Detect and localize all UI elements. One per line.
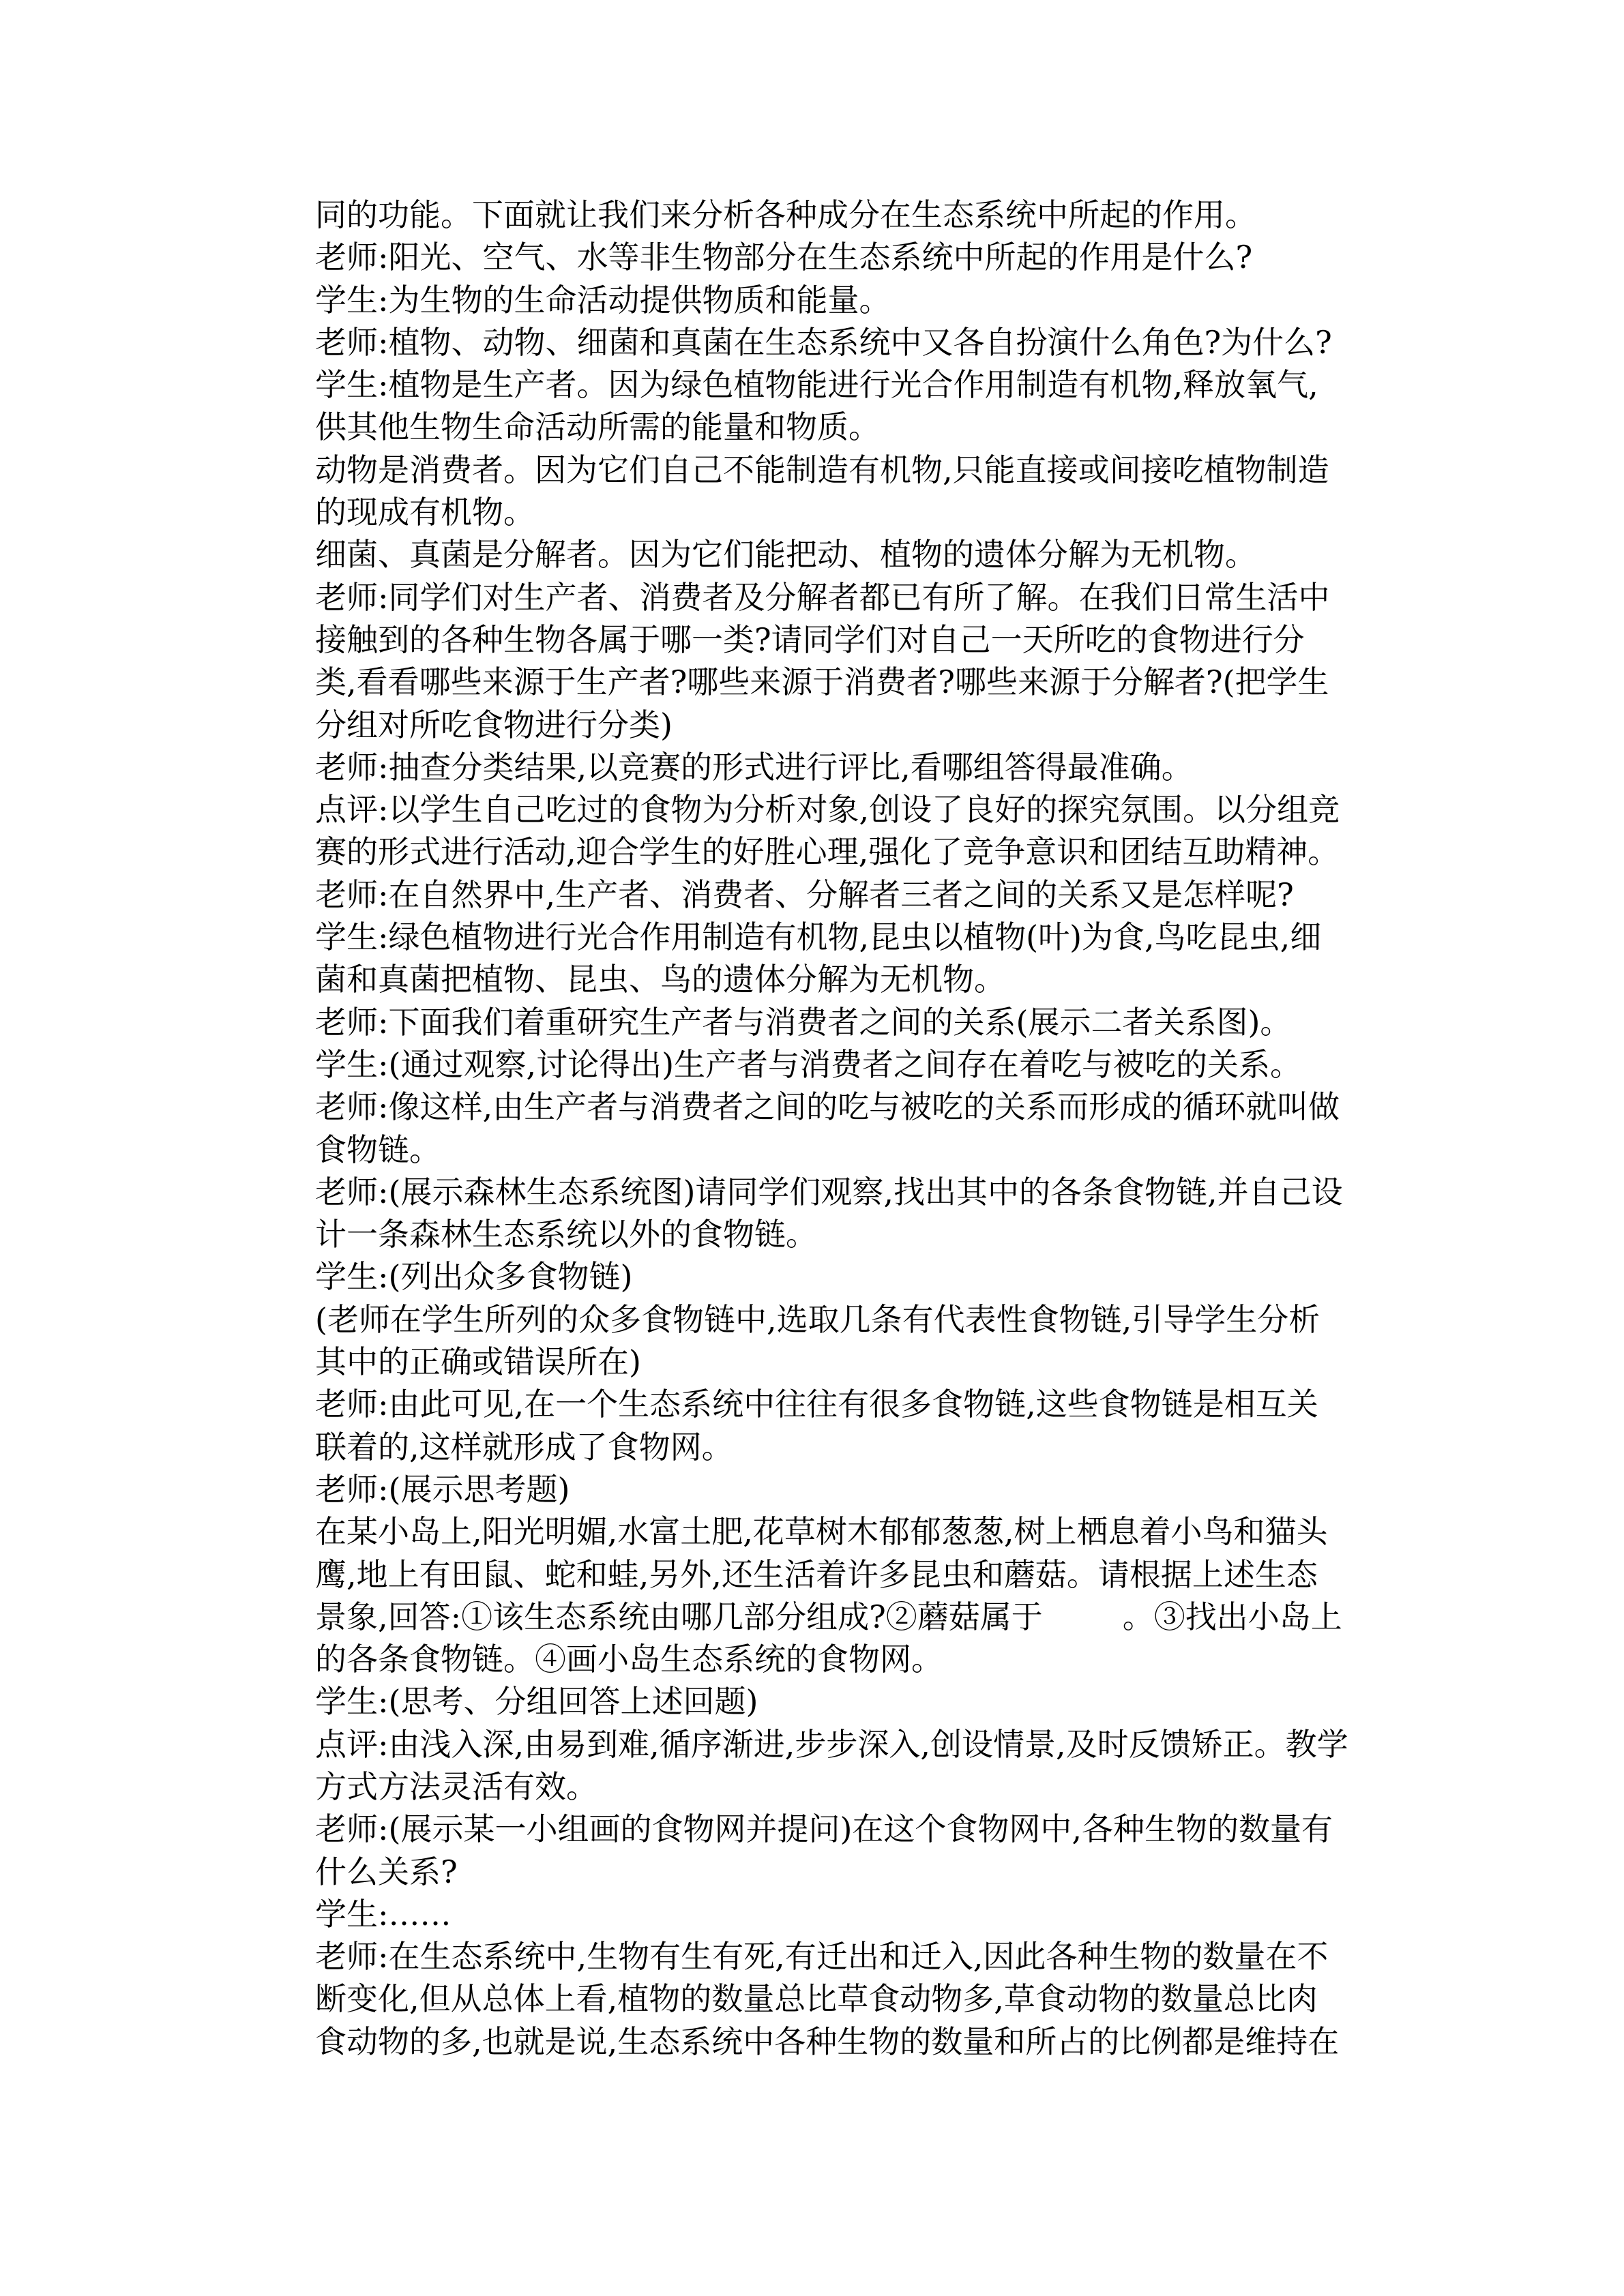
- text-line: 老师:同学们对生产者、消费者及分解者都已有所了解。在我们日常生活中: [315, 578, 1330, 616]
- text-line: 的现成有机物。: [315, 494, 535, 531]
- text-line: 老师:抽查分类结果,以竞赛的形式进行评比,看哪组答得最准确。: [315, 748, 1193, 786]
- text-line: 联着的,这样就形成了食物网。: [315, 1428, 733, 1465]
- text-line: 接触到的各种生物各属于哪一类?请同学们对自己一天所吃的食物进行分: [315, 621, 1305, 658]
- text-line: 学生:绿色植物进行光合作用制造有机物,昆虫以植物(叶)为食,鸟吃昆虫,细: [315, 919, 1322, 956]
- text-line: (老师在学生所列的众多食物链中,选取几条有代表性食物链,引导学生分析: [315, 1300, 1320, 1338]
- text-line: 菌和真菌把植物、昆虫、鸟的遗体分解为无机物。: [315, 961, 1005, 998]
- text-line: 动物是消费者。因为它们自己不能制造有机物,只能直接或间接吃植物制造: [315, 451, 1329, 488]
- text-line: 其中的正确或错误所在): [315, 1343, 641, 1381]
- text-line: 的各条食物链。④画小岛生态系统的食物网。: [315, 1641, 943, 1678]
- document-body: [315, 194, 1379, 2063]
- text-line: 食物链。: [315, 1131, 441, 1168]
- text-line: 类,看看哪些来源于生产者?哪些来源于消费者?哪些来源于分解者?(把学生: [315, 664, 1329, 701]
- text-line: 老师:阳光、空气、水等非生物部分在生态系统中所起的作用是什么?: [315, 239, 1253, 276]
- text-line: 老师:植物、动物、细菌和真菌在生态系统中又各自扮演什么角色?为什么?: [315, 323, 1332, 361]
- text-line: 老师:(展示森林生态系统图)请同学们观察,找出其中的各条食物链,并自己设: [315, 1173, 1343, 1210]
- text-line: 分组对所吃食物进行分类): [315, 706, 673, 743]
- text-line: 细菌、真菌是分解者。因为它们能把动、植物的遗体分解为无机物。: [315, 536, 1256, 573]
- text-line: 鹰,地上有田鼠、蛇和蛙,另外,还生活着许多昆虫和蘑菇。请根据上述生态: [315, 1555, 1318, 1593]
- text-line: 同的功能。下面就让我们来分析各种成分在生态系统中所起的作用。: [315, 196, 1256, 233]
- text-line: 学生:为生物的生命活动提供物质和能量。: [315, 281, 891, 318]
- text-line: 老师:由此可见,在一个生态系统中往往有很多食物链,这些食物链是相互关: [315, 1386, 1318, 1423]
- text-line: 计一条森林生态系统以外的食物链。: [315, 1216, 817, 1253]
- text-line: 点评:以学生自己吃过的食物为分析对象,创设了良好的探究氛围。以分组竞: [315, 791, 1340, 829]
- text-line: 学生:……: [315, 1895, 452, 1933]
- text-line: 老师:(展示思考题): [315, 1470, 570, 1508]
- text-line: 老师:像这样,由生产者与消费者之间的吃与被吃的关系而形成的循环就叫做: [315, 1088, 1340, 1126]
- text-line: 赛的形式进行活动,迎合学生的好胜心理,强化了竞争意识和团结互助精神。: [315, 833, 1340, 871]
- text-line: 老师:在生态系统中,生物有生有死,有迁出和迁入,因此各种生物的数量在不: [315, 1938, 1329, 1976]
- text-line: 学生:植物是生产者。因为绿色植物能进行光合作用制造有机物,释放氧气,: [315, 366, 1318, 404]
- text-line: 在某小岛上,阳光明媚,水富土肥,花草树木郁郁葱葱,树上栖息着小鸟和猫头: [315, 1513, 1328, 1551]
- text-line: 学生:(通过观察,讨论得出)生产者与消费者之间存在着吃与被吃的关系。: [315, 1045, 1302, 1083]
- text-line: 老师:在自然界中,生产者、消费者、分解者三者之间的关系又是怎样呢?: [315, 876, 1294, 913]
- text-line: 方式方法灵活有效。: [315, 1768, 597, 1805]
- text-line: 老师:下面我们着重研究生产者与消费者之间的关系(展示二者关系图)。: [315, 1003, 1292, 1041]
- text-line: 景象,回答:①该生态系统由哪几部分组成?②蘑菇属于 。③找出小岛上: [315, 1598, 1342, 1635]
- text-line: 食动物的多,也就是说,生态系统中各种生物的数量和所占的比例都是维持在: [315, 2023, 1340, 2060]
- text-line: 供其他生物生命活动所需的能量和物质。: [315, 408, 880, 446]
- text-line: 学生:(思考、分组回答上述回题): [315, 1683, 758, 1720]
- text-line: 断变化,但从总体上看,植物的数量总比草食动物多,草食动物的数量总比肉: [315, 1980, 1318, 2018]
- text-line: 什么关系?: [315, 1853, 458, 1890]
- text-line: 学生:(列出众多食物链): [315, 1258, 633, 1296]
- text-line: 点评:由浅入深,由易到难,循序渐进,步步深入,创设情景,及时反馈矫正。教学: [315, 1725, 1348, 1763]
- text-line: 老师:(展示某一小组画的食物网并提问)在这个食物网中,各种生物的数量有: [315, 1810, 1333, 1848]
